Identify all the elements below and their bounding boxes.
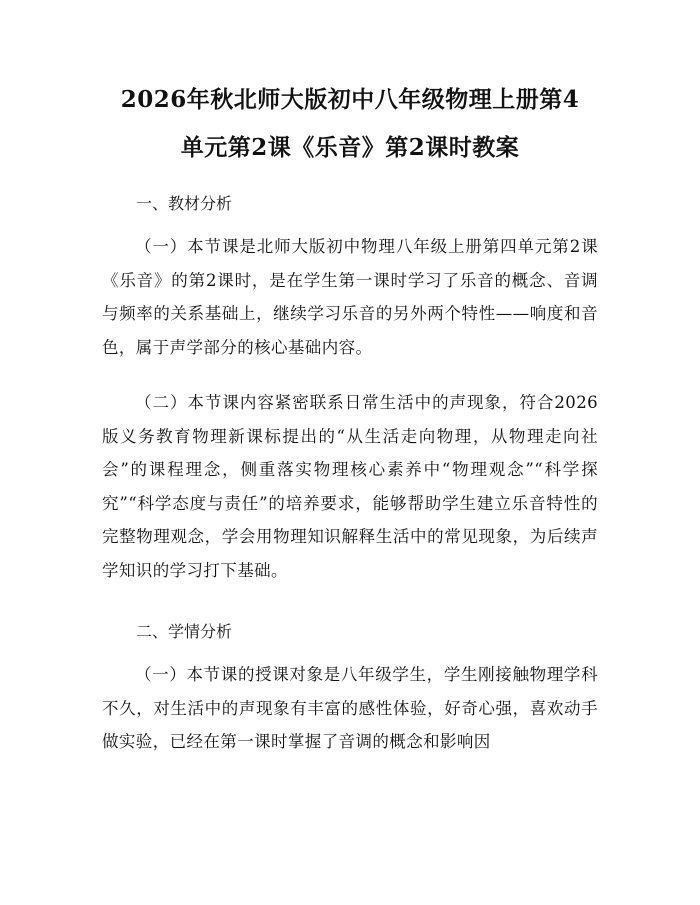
title-line-2: 单元第2课《乐音》第2课时教案 — [180, 134, 520, 161]
paragraph-student-analysis-1: （一）本节课的授课对象是八年级学生，学生刚接触物理学科不久，对生活中的声现象有丰富的感性体验，好奇心强，喜欢动手做实验，已经在第一课时掌握了音调的概念和影响因 — [102, 665, 598, 751]
section-heading-student-analysis: 二、学情分析 — [136, 622, 233, 641]
document-title — [92, 76, 608, 172]
paragraph-textbook-analysis-1: （一）本节课是北师大版初中物理八年级上册第四单元第2课《乐音》的第2课时，是在学生第一课时学习了乐音的概念、音调与频率的关系基础上，继续学习乐音的另外两个特性——响度和音色，属于声学部分的核心基础内容。 — [102, 237, 598, 357]
section-heading-textbook-analysis: 一、教材分析 — [136, 194, 233, 213]
paragraph-textbook-analysis-2: （二）本节课内容紧密联系日常生活中的声现象，符合2026版义务教育物理新课标提出的“从生活走向物理，从物理走向社会”的课程理念，侧重落实物理核心素养中“物理观念”“科学探究”“科学态度与责任”的培养要求，能够帮助学生建立乐音特性的完整物理观念，学会用物理知识解释生活中的常见现象，为后续声学知识的学习打下基础。 — [102, 393, 598, 580]
title-line-1: 2026年秋北师大版初中八年级物理上册第4 — [120, 86, 580, 113]
